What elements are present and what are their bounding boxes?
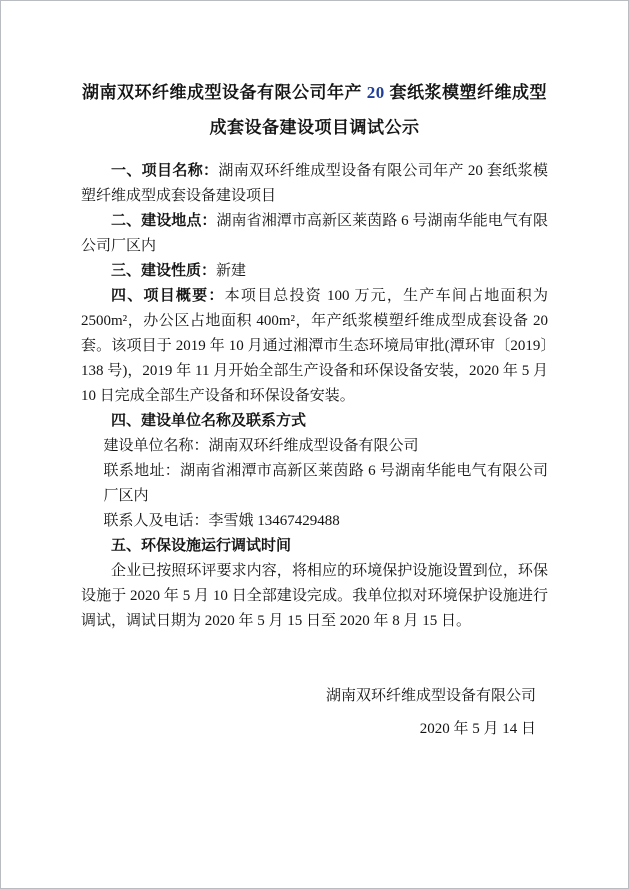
- contact-address-line: 联系地址：湖南省湘潭市高新区莱茵路 6 号湖南华能电气有限公司厂区内: [103, 463, 548, 504]
- title-number: 20: [366, 83, 385, 102]
- section-nature: [81, 259, 548, 284]
- contact-person-phone-line: 联系人及电话：李雪娥 13467429488: [103, 513, 340, 529]
- title-text-part2: 套纸浆模塑纤维成型成套设备建设项目调试公示: [209, 83, 547, 137]
- section-nature-label: 三、建设性质：: [111, 263, 217, 279]
- document-title: [81, 75, 548, 145]
- section-project-name-text: 湖南双环纤维成型设备有限公司年产 20 套纸浆模塑纤维成型成套设备建设项目: [81, 163, 548, 204]
- section-nature-text: 新建: [216, 263, 247, 279]
- section-debug-text: 企业已按照环评要求内容，将相应的环境保护设施设置到位，环保设施于 2020 年 5 月 10 日全部建设完成。我单位拟对环境保护设施进行调试，调试日期为 2020 年 5 月 15 日至 2020 年 8 月 15 日。: [81, 563, 548, 629]
- title-text-part1: 湖南双环纤维成型设备有限公司年产: [82, 83, 367, 102]
- section-debug-heading: 五、环保设施运行调试时间: [111, 538, 292, 554]
- document-body: [81, 159, 548, 634]
- section-location-label: 二、建设地点：: [111, 213, 217, 229]
- section-summary-text: 本项目总投资 100 万元，生产车间占地面积为 2500m²，办公区占地面积 400m²，年产纸浆模塑纤维成型成套设备 20 套。该项目于 2019 年 10 月通过湘潭市生态环境局审批(潭环审〔2019〕138 号)，2019 年 11 月开始全部生产设备和环保设备安装，2020 年 5 月 10 日完成全部生产设备和环保设备安装。: [81, 288, 548, 404]
- section-project-name-label: 一、项目名称：: [111, 163, 219, 179]
- section-location: [81, 209, 548, 259]
- signature-date: 2020 年 5 月 14 日: [419, 721, 536, 737]
- section-summary: [81, 284, 548, 409]
- signature-block: [81, 680, 548, 746]
- contact-company-line: 建设单位名称：湖南双环纤维成型设备有限公司: [103, 438, 419, 454]
- section-contact-heading: 四、建设单位名称及联系方式: [111, 413, 307, 429]
- signature-company: 湖南双环纤维成型设备有限公司: [325, 688, 536, 704]
- section-summary-label: 四、项目概要：: [111, 288, 225, 304]
- section-project-name: [81, 159, 548, 209]
- document-page: [1, 1, 628, 888]
- section-location-text: 湖南省湘潭市高新区莱茵路 6 号湖南华能电气有限公司厂区内: [81, 213, 548, 254]
